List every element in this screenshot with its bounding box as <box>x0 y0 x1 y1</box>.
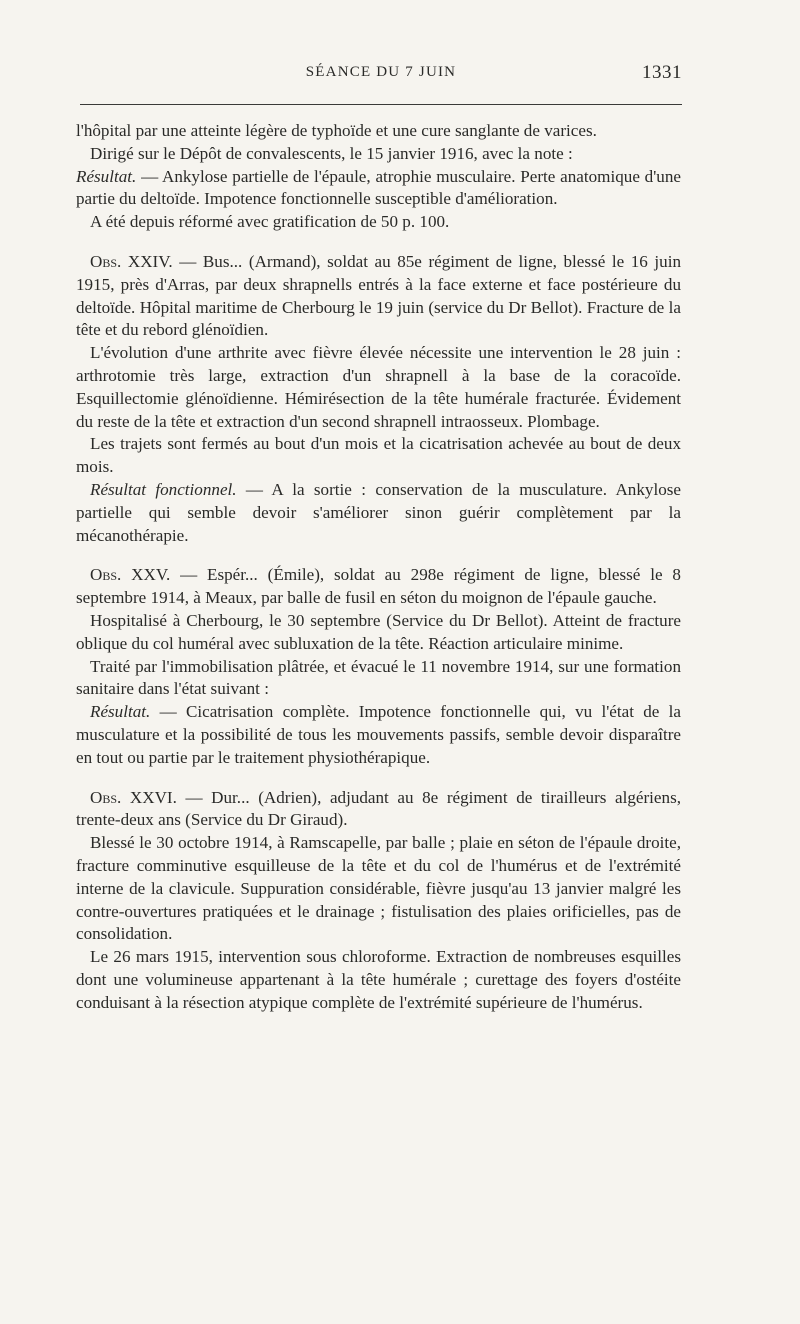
paragraph: Résultat. — Ankylose partielle de l'épaule, atrophie musculaire. Perte anatomique d'une partie du deltoïde. Impotence fonctionnelle susceptible d'amélioration. <box>76 166 681 209</box>
paragraph: Les trajets sont fermés au bout d'un mois et la cicatrisation achevée au bout de deux mois. <box>76 434 681 477</box>
page-number: 1331 <box>642 62 682 83</box>
paragraph: A été depuis réformé avec gratification de 50 p. 100. <box>90 212 450 232</box>
paragraph: l'hôpital par une atteinte légère de typhoïde et une cure sanglante de varices. <box>76 121 597 140</box>
paragraph: Résultat. — Cicatrisation complète. Impotence fonctionnelle qui, vu l'état de la musculature et la possibilité de tous les mouvements passifs, semble devoir disparaître en tout ou partie par le traitement physiothérapique. <box>76 702 681 767</box>
observation-label: Obs. XXVI. <box>90 787 177 807</box>
observation-paragraph: Obs. XXIV. — Bus... (Armand), soldat au 85e régiment de ligne, blessé le 16 juin 1915, près d'Arras, par deux shrapnells entrés à la face externe et face postérieure du deltoïde. Hôpital maritime de Cherbourg le 19 juin (service du Dr Bellot). Fracture de la tête et du rebord glénoïdien. <box>76 251 681 340</box>
result-label: Résultat. <box>76 166 137 186</box>
paragraph: L'évolution d'une arthrite avec fièvre élevée nécessite une intervention le 28 juin : arthrotomie très large, extraction d'un shrapnell à la base de la coracoïde. Esquillectomie glénoïdienne. Hémirésection de la tête humérale fracturée. Évidement du reste de la tête et extraction d'un second shrapnell intraosseux. Plombage. <box>76 343 681 431</box>
paragraph: Le 26 mars 1915, intervention sous chloroforme. Extraction de nombreuses esquilles dont une volumineuse appartenant à la tête humérale ; curettage des foyers d'ostéite conduisant à la résection atypique complète de l'extrémité supérieure de l'humérus. <box>76 947 681 1012</box>
result-label: Résultat fonctionnel. <box>90 479 237 499</box>
paragraph: Traité par l'immobilisation plâtrée, et évacué le 11 novembre 1914, sur une formation sanitaire dans l'état suivant : <box>76 656 681 699</box>
body-text <box>76 120 681 1014</box>
page-header <box>80 62 682 92</box>
paragraph: Résultat fonctionnel. — A la sortie : conservation de la musculature. Ankylose partielle qui semble devoir s'améliorer sinon guérir complètement par la mécanothérapie. <box>76 479 681 545</box>
paragraph: Blessé le 30 octobre 1914, à Ramscapelle, par balle ; plaie en séton de l'épaule droite, fracture comminutive esquilleuse de la tête et du col de l'humérus et de l'extrémité interne de la clavicule. Suppuration considérable, fièvre jusqu'au 13 janvier malgré les contre-ouvertures pratiquées et le drainage ; fistulisation des plaies orificielles, pas de consolidation. <box>76 833 681 944</box>
observation-paragraph: Obs. XXV. — Espér... (Émile), soldat au 298e régiment de ligne, blessé le 8 septembre 1914, à Meaux, par balle de fusil en séton du moignon de l'épaule gauche. <box>76 565 681 608</box>
paragraph: Dirigé sur le Dépôt de convalescents, le 15 janvier 1916, avec la note : <box>90 143 573 163</box>
observation-paragraph: Obs. XXVI. — Dur... (Adrien), adjudant au 8e régiment de tirailleurs algériens, trente-deux ans (Service du Dr Giraud). <box>76 787 681 830</box>
paragraph: Hospitalisé à Cherbourg, le 30 septembre (Service du Dr Bellot). Atteint de fracture oblique du col huméral avec subluxation de la tête. Réaction articulaire minime. <box>76 610 681 653</box>
running-head: SÉANCE DU 7 JUIN <box>305 64 457 80</box>
observation-label: Obs. XXV. <box>90 565 171 585</box>
header-rule <box>80 104 682 105</box>
observation-label: Obs. XXIV. <box>90 251 173 271</box>
result-label: Résultat. <box>90 702 151 722</box>
